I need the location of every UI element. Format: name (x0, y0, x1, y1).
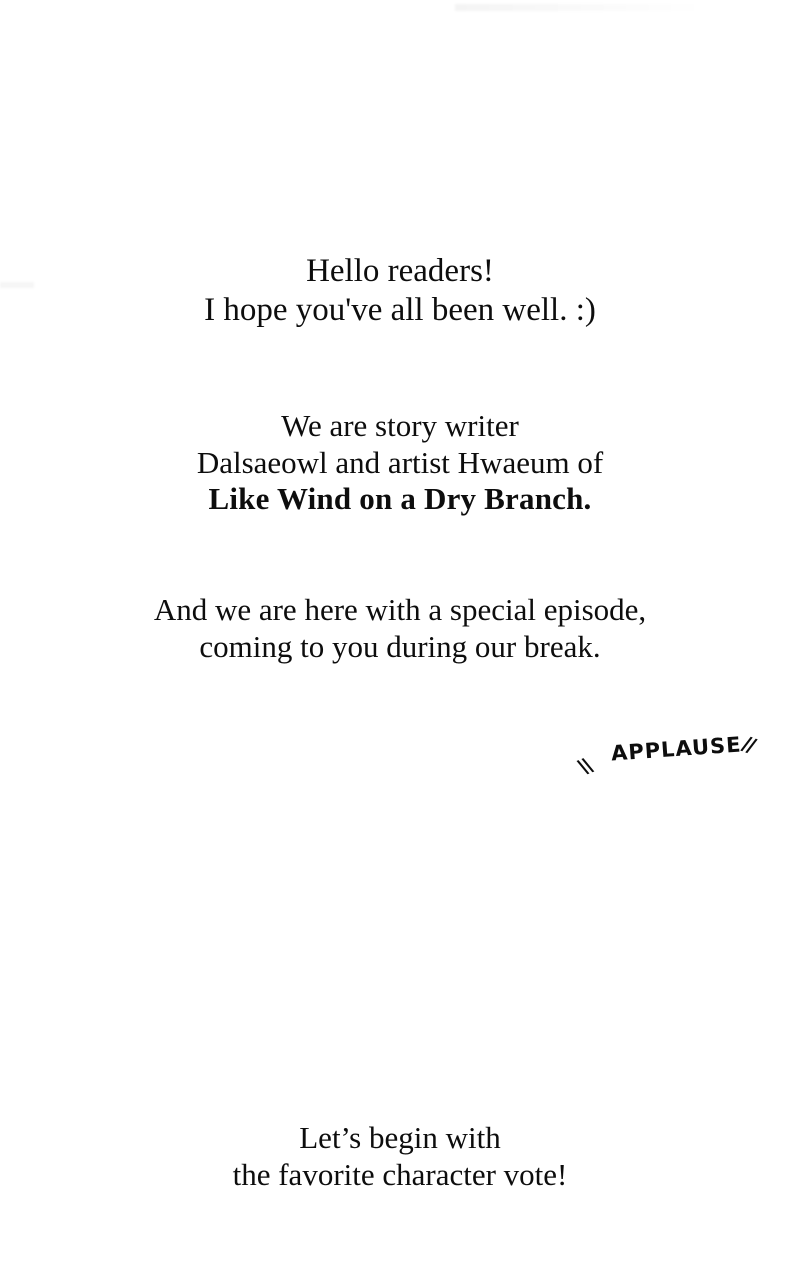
closing-block (0, 1120, 800, 1193)
greeting-block (0, 252, 800, 330)
applause-sfx (575, 728, 785, 788)
special-line-2: coming to you during our break. (199, 628, 601, 664)
top-edge-artifact (455, 4, 705, 11)
intro-block (0, 408, 800, 518)
applause-mark-right-icon: // (739, 730, 758, 758)
applause-text: APPLAUSE (610, 732, 743, 766)
greeting-line-2: I hope you've all been well. :) (204, 291, 596, 328)
closing-line-1: Let’s begin with (299, 1120, 501, 1155)
greeting-line-1: Hello readers! (306, 253, 494, 289)
intro-line-1: We are story writer (281, 408, 519, 443)
intro-line-2: Dalsaeowl and artist Hwaeum of (196, 444, 604, 480)
intro-series-title: Like Wind on a Dry Branch. (208, 481, 592, 517)
special-episode-block (0, 592, 800, 665)
closing-line-2: the favorite character vote! (232, 1156, 568, 1192)
applause-mark-left-icon: \\ (574, 752, 594, 780)
special-line-1: And we are here with a special episode, (153, 592, 647, 627)
